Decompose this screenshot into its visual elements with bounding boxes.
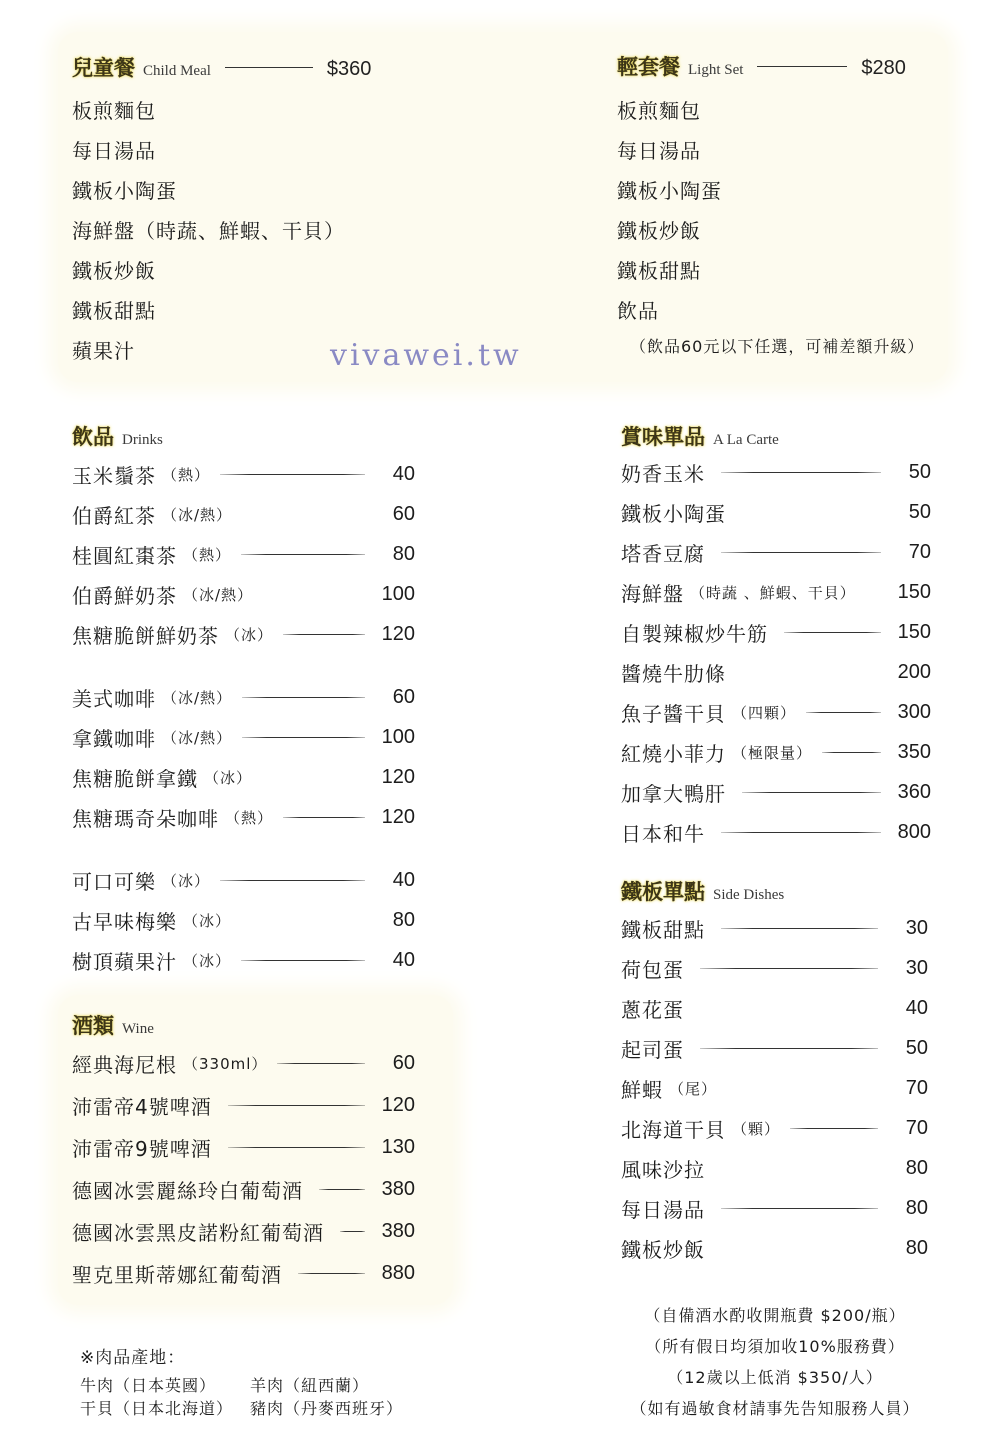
leader-line	[241, 920, 365, 921]
menu-item-row	[621, 577, 931, 607]
item-name: 德國冰雲黑皮諾粉紅葡萄酒	[72, 1220, 324, 1245]
footnote-allergy: （如有過敏食材請事先告知服務人員）	[630, 1399, 920, 1418]
menu-item-row	[72, 1090, 415, 1120]
menu-item-row	[621, 1193, 928, 1223]
item-name: 海鮮盤	[621, 581, 684, 606]
item-name: 沛雷帝9號啤酒	[72, 1136, 212, 1161]
leader-line	[721, 1168, 878, 1169]
item-name: 日本和牛	[621, 821, 705, 846]
item-price: 380	[381, 1219, 415, 1242]
item-name: 焦糖脆餅拿鐵	[72, 766, 198, 791]
item-price: 50	[905, 1036, 928, 1059]
item-price: 120	[381, 805, 415, 828]
item-note: （330ml）	[183, 1054, 268, 1073]
menu-item-row	[621, 537, 931, 567]
leader-line	[340, 1231, 365, 1232]
item-price: 60	[392, 685, 415, 708]
leader-line	[700, 1048, 878, 1049]
item-name: 焦糖脆餅鮮奶茶	[72, 623, 219, 648]
menu-item-row	[72, 865, 415, 895]
menu-item-row	[621, 1033, 928, 1063]
leader-line	[298, 1273, 365, 1274]
item-name: 鮮蝦	[621, 1077, 663, 1102]
item-note: （時蔬 、鮮蝦、干貝）	[690, 583, 856, 602]
leader-line	[721, 472, 881, 473]
menu-item-row	[72, 499, 415, 529]
item-name: 拿鐵咖啡	[72, 726, 156, 751]
item-price: 80	[392, 542, 415, 565]
item-note: （冰/熱）	[162, 728, 233, 747]
menu-item-row	[621, 817, 931, 847]
menu-item-row	[72, 1174, 415, 1204]
menu-item-row	[72, 539, 415, 569]
menu-item: 每日湯品	[617, 139, 701, 163]
item-price: 80	[392, 908, 415, 931]
item-price: 120	[381, 765, 415, 788]
footnote-corkage: （自備酒水酌收開瓶費 $200/瓶）	[644, 1306, 906, 1325]
leader-line	[242, 514, 365, 515]
a-la-carte-header	[621, 421, 779, 451]
child-meal-title-zh: 兒童餐	[72, 55, 135, 80]
leader-line	[700, 1008, 878, 1009]
item-note: （冰/熱）	[162, 688, 233, 707]
menu-item-row	[621, 657, 931, 687]
leader-line	[742, 792, 881, 793]
meat-origin-lamb: 羊肉（紐西蘭）	[250, 1376, 370, 1395]
drinks-header	[72, 421, 163, 451]
menu-item: 板煎麵包	[72, 99, 156, 123]
menu-item-row	[72, 619, 415, 649]
item-price: 150	[897, 620, 931, 643]
item-name: 北海道干貝	[621, 1117, 726, 1142]
item-price: 380	[381, 1177, 415, 1200]
menu-item-row	[72, 802, 415, 832]
menu-item-row	[621, 617, 931, 647]
leader-line	[742, 672, 881, 673]
item-name: 起司蛋	[621, 1037, 684, 1062]
menu-item-row	[72, 762, 415, 792]
item-note: （顆）	[732, 1119, 781, 1138]
leader-line	[277, 1063, 365, 1064]
leader-line	[242, 697, 365, 698]
menu-item-row	[72, 682, 415, 712]
item-price: 130	[381, 1135, 415, 1158]
light-set-title-en: Light Set	[688, 62, 744, 78]
menu-item-row	[72, 722, 415, 752]
menu-item-row	[621, 913, 928, 943]
leader-line	[225, 67, 313, 68]
item-name: 自製辣椒炒牛筋	[621, 621, 768, 646]
item-note: （冰）	[183, 951, 232, 970]
item-price: 80	[905, 1236, 928, 1259]
leader-line	[262, 777, 365, 778]
item-note: （冰）	[225, 625, 274, 644]
leader-line	[228, 1147, 365, 1148]
item-name: 鐵板炒飯	[621, 1237, 705, 1262]
menu-item-row	[621, 1113, 928, 1143]
item-name: 沛雷帝4號啤酒	[72, 1094, 212, 1119]
menu-item-row	[621, 697, 931, 727]
item-price: 120	[381, 1093, 415, 1116]
leader-line	[283, 634, 365, 635]
child-meal-header	[72, 52, 371, 82]
item-name: 可口可樂	[72, 869, 156, 894]
leader-line	[742, 512, 881, 513]
leader-line	[283, 817, 365, 818]
item-name: 伯爵鮮奶茶	[72, 583, 177, 608]
item-price: 880	[381, 1261, 415, 1284]
menu-item-row	[72, 1132, 415, 1162]
leader-line	[866, 592, 881, 593]
side-dishes-header	[621, 876, 784, 906]
item-price: 100	[381, 582, 415, 605]
item-price: 120	[381, 622, 415, 645]
item-note: （冰/熱）	[162, 505, 233, 524]
side-dishes-title-zh: 鐵板單點	[621, 879, 705, 904]
menu-item: 鐵板小陶蛋	[72, 179, 177, 203]
light-set-title-zh: 輕套餐	[617, 54, 680, 79]
item-price: 60	[392, 1051, 415, 1074]
menu-item-row	[72, 1048, 415, 1078]
child-meal-title-en: Child Meal	[143, 63, 211, 79]
leader-line	[241, 554, 365, 555]
item-name: 經典海尼根	[72, 1052, 177, 1077]
item-price: 30	[905, 956, 928, 979]
leader-line	[220, 880, 365, 881]
item-name: 德國冰雲麗絲玲白葡萄酒	[72, 1178, 303, 1203]
leader-line	[700, 968, 878, 969]
leader-line	[806, 712, 881, 713]
item-name: 魚子醬干貝	[621, 701, 726, 726]
item-price: 100	[381, 725, 415, 748]
item-price: 80	[905, 1156, 928, 1179]
wine-header	[72, 1010, 154, 1040]
menu-item-row	[621, 737, 931, 767]
item-price: 50	[908, 500, 931, 523]
leader-line	[721, 552, 881, 553]
item-name: 塔香豆腐	[621, 541, 705, 566]
item-note: （熱）	[183, 545, 232, 564]
footnote-service-charge: （所有假日均須加收10%服務費）	[645, 1337, 905, 1356]
leader-line	[721, 832, 881, 833]
item-price: 70	[908, 540, 931, 563]
leader-line	[319, 1189, 365, 1190]
set-meals-panel	[58, 32, 948, 382]
menu-item: 鐵板甜點	[72, 299, 156, 323]
item-name: 樹頂蘋果汁	[72, 949, 177, 974]
item-price: 40	[392, 868, 415, 891]
watermark: vivawei.tw	[330, 338, 522, 373]
light-set-price: $280	[861, 57, 906, 79]
drinks-title-en: Drinks	[122, 432, 163, 448]
a-la-carte-title-zh: 賞味單品	[621, 424, 705, 449]
leader-line	[228, 1105, 365, 1106]
menu-item: 飲品	[617, 299, 659, 323]
item-name: 鐵板甜點	[621, 917, 705, 942]
menu-item-row	[621, 497, 931, 527]
item-note: （熱）	[162, 465, 211, 484]
item-price: 80	[905, 1196, 928, 1219]
light-set-header	[617, 51, 906, 81]
menu-item: 鐵板炒飯	[72, 259, 156, 283]
item-name: 伯爵紅茶	[72, 503, 156, 528]
item-name: 美式咖啡	[72, 686, 156, 711]
leader-line	[727, 1088, 878, 1089]
item-note: （極限量）	[732, 743, 813, 762]
item-price: 800	[897, 820, 931, 843]
meat-origin-beef: 牛肉（日本英國）	[80, 1376, 217, 1395]
item-price: 70	[905, 1116, 928, 1139]
menu-item-row	[621, 777, 931, 807]
leader-line	[241, 960, 365, 961]
item-name: 蔥花蛋	[621, 997, 684, 1022]
menu-item-row	[72, 905, 415, 935]
item-note: （冰）	[183, 911, 232, 930]
item-name: 醬燒牛肋條	[621, 661, 726, 686]
item-name: 奶香玉米	[621, 461, 705, 486]
leader-line	[721, 928, 878, 929]
leader-line	[263, 594, 365, 595]
item-note: （冰）	[204, 768, 253, 787]
item-name: 風味沙拉	[621, 1157, 705, 1182]
item-price: 60	[392, 502, 415, 525]
menu-item: 鐵板小陶蛋	[617, 179, 722, 203]
menu-item-row	[621, 993, 928, 1023]
item-name: 每日湯品	[621, 1197, 705, 1222]
item-note: （冰）	[162, 871, 211, 890]
menu-item-row	[621, 457, 931, 487]
menu-item: 板煎麵包	[617, 99, 701, 123]
item-name: 玉米鬚茶	[72, 463, 156, 488]
wine-title-zh: 酒類	[72, 1013, 114, 1038]
menu-item: 海鮮盤（時蔬、鮮蝦、干貝）	[72, 219, 345, 243]
item-price: 40	[392, 462, 415, 485]
item-price: 30	[905, 916, 928, 939]
leader-line	[721, 1208, 878, 1209]
item-name: 鐵板小陶蛋	[621, 501, 726, 526]
item-name: 紅燒小菲力	[621, 741, 726, 766]
item-price: 40	[392, 948, 415, 971]
drinks-title-zh: 飲品	[72, 424, 114, 449]
item-name: 焦糖瑪奇朵咖啡	[72, 806, 219, 831]
menu-item-row	[72, 945, 415, 975]
menu-item-row	[72, 1216, 415, 1246]
item-note: （四顆）	[732, 703, 797, 722]
footnote-minimum-charge: （12歲以上低消 $350/人）	[667, 1368, 883, 1387]
child-meal-price: $360	[326, 58, 372, 80]
menu-item: 每日湯品	[72, 139, 156, 163]
item-price: 200	[897, 660, 931, 683]
leader-line	[242, 737, 365, 738]
menu-item: 鐵板炒飯	[617, 219, 701, 243]
item-price: 350	[897, 740, 931, 763]
meat-origin-scallop: 干貝（日本北海道）	[80, 1399, 234, 1418]
meat-origin-title: ※肉品產地：	[80, 1348, 186, 1368]
meat-origin-pork: 豬肉（丹麥西班牙）	[250, 1399, 404, 1418]
item-note: （尾）	[669, 1079, 718, 1098]
item-name: 古早味梅樂	[72, 909, 177, 934]
item-name: 桂圓紅棗茶	[72, 543, 177, 568]
menu-item: 蘋果汁	[72, 339, 135, 363]
item-note: （冰/熱）	[183, 585, 254, 604]
item-note: （熱）	[225, 808, 274, 827]
menu-item-row	[621, 953, 928, 983]
item-price: 50	[908, 460, 931, 483]
item-price: 40	[905, 996, 928, 1019]
item-price: 150	[897, 580, 931, 603]
menu-item-row	[72, 1258, 415, 1288]
leader-line	[822, 752, 881, 753]
leader-line	[721, 1248, 878, 1249]
item-name: 荷包蛋	[621, 957, 684, 982]
menu-item: 鐵板甜點	[617, 259, 701, 283]
menu-item-row	[621, 1153, 928, 1183]
menu-item-row	[72, 579, 415, 609]
leader-line	[220, 474, 365, 475]
wine-title-en: Wine	[122, 1021, 154, 1037]
item-price: 70	[905, 1076, 928, 1099]
light-set-note: （飲品60元以下任選，可補差額升級）	[630, 337, 925, 356]
menu-item-row	[621, 1233, 928, 1263]
side-dishes-title-en: Side Dishes	[713, 887, 785, 903]
leader-line	[784, 632, 881, 633]
leader-line	[790, 1128, 878, 1129]
item-price: 360	[897, 780, 931, 803]
item-name: 聖克里斯蒂娜紅葡萄酒	[72, 1262, 282, 1287]
menu-item-row	[621, 1073, 928, 1103]
menu-item-row	[72, 459, 415, 489]
leader-line	[757, 66, 847, 67]
item-name: 加拿大鴨肝	[621, 781, 726, 806]
a-la-carte-title-en: A La Carte	[713, 432, 779, 448]
item-price: 300	[897, 700, 931, 723]
